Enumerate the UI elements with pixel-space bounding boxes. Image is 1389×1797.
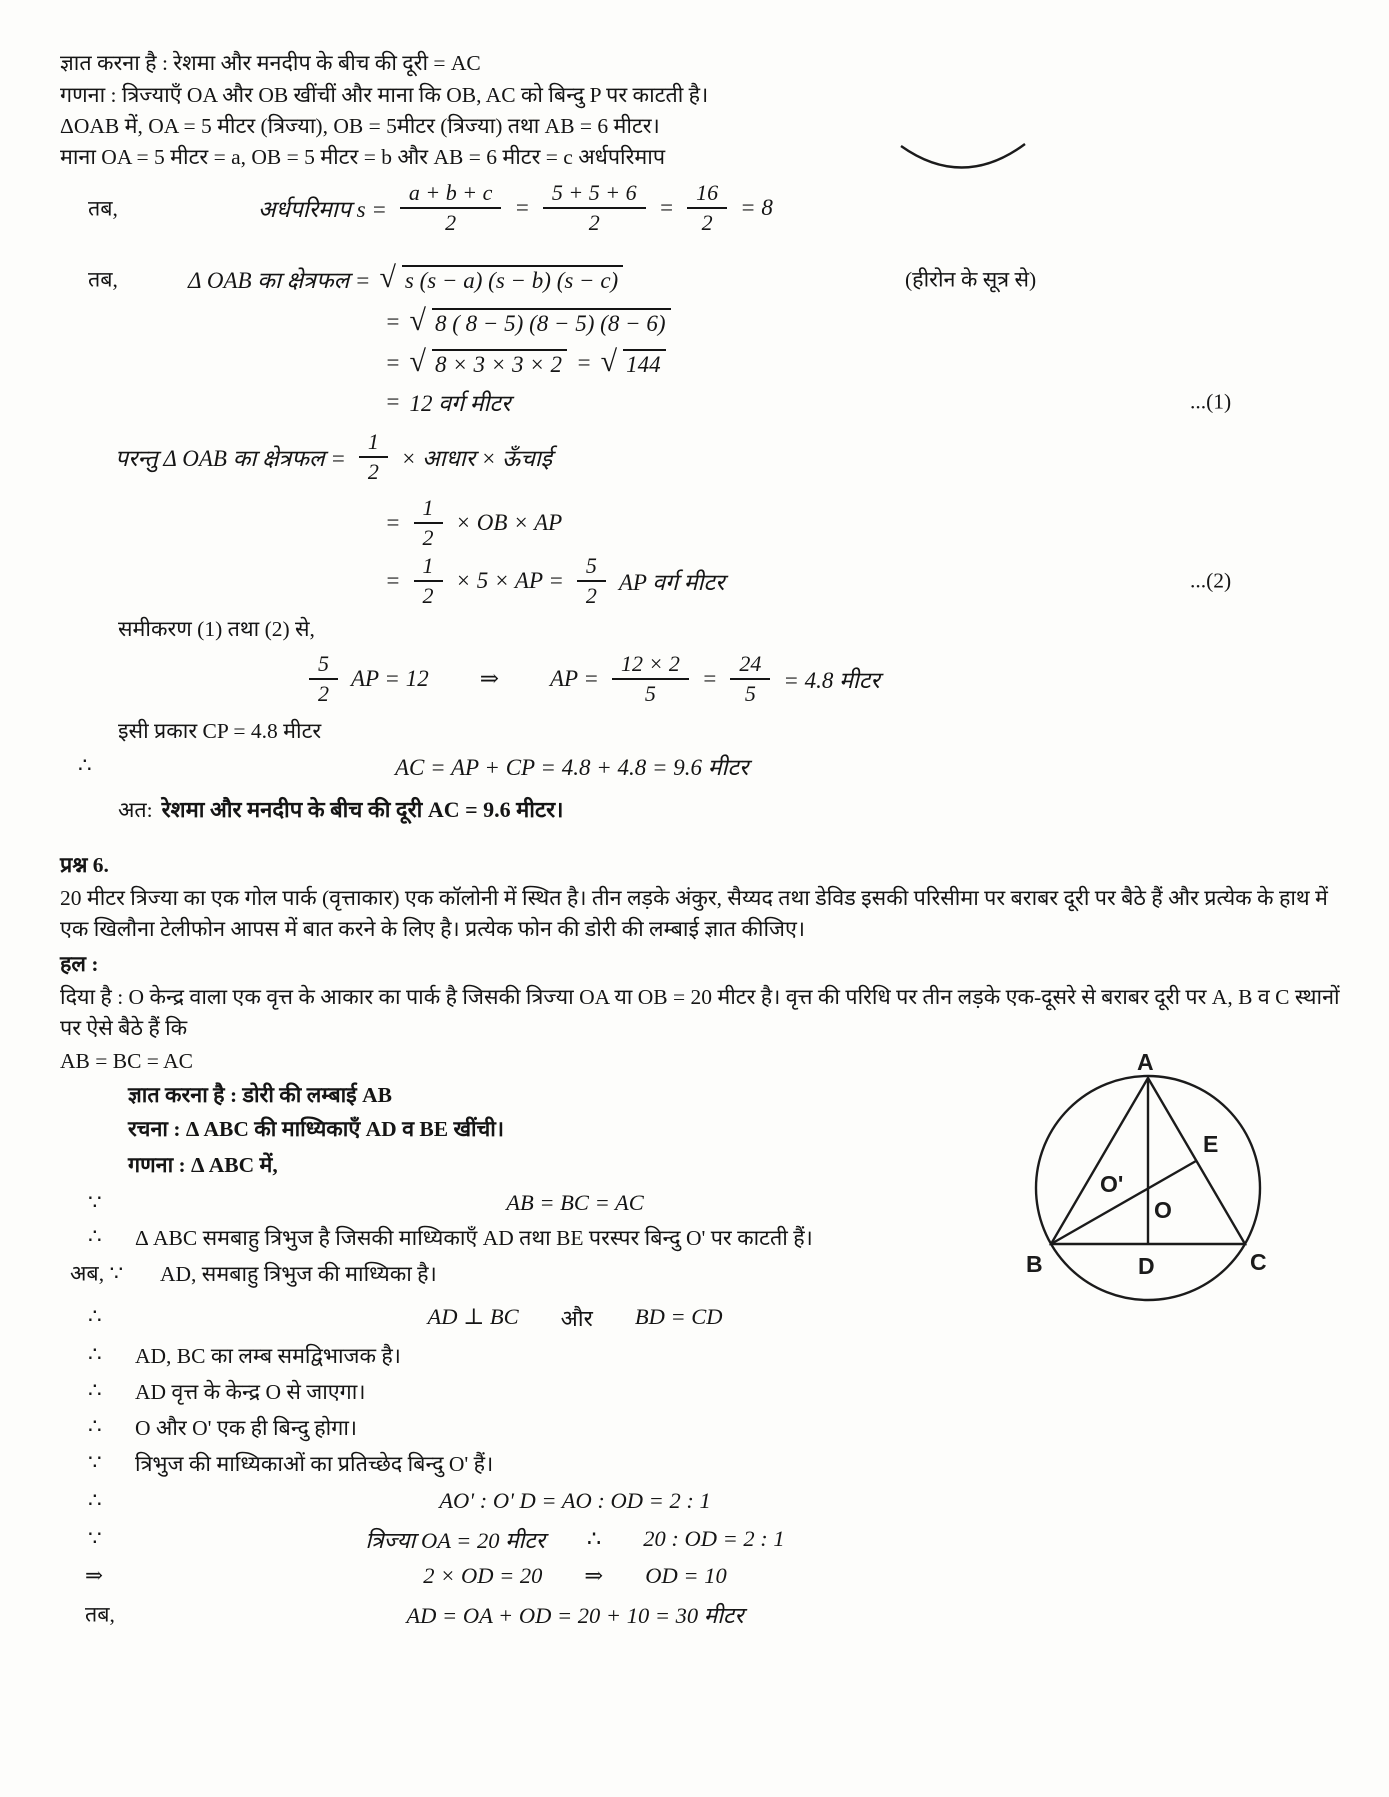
point-label-a: A [1137, 1049, 1154, 1075]
equation-lead: परन्तु Δ OAB का क्षेत्रफल = [115, 446, 346, 471]
point-label-o-prime: O' [1100, 1171, 1124, 1197]
equals-sign: = [576, 350, 592, 375]
equation-number: ...(2) [1190, 568, 1232, 593]
now-because-marker: अब, ∵ [70, 1261, 124, 1286]
question-heading: प्रश्न 6. [60, 853, 109, 877]
step-row [0, 1448, 1389, 1478]
solution-line: गणना : त्रिज्याएँ OA और OB खींचीं और माना कि OB, AC को बिन्दु P पर काटती है। [60, 83, 709, 107]
fraction: $\frac{1}{2}$ [414, 553, 443, 609]
step-part: 20 : OD = 2 : 1 [643, 1526, 785, 1551]
step-text: Δ ABC समबाहु त्रिभुज है जिसकी माध्यिकाएँ AD तथा BE परस्पर बिन्दु O' पर काटती हैं। [135, 1225, 813, 1250]
solution-line: समीकरण (1) तथा (2) से, [118, 617, 315, 641]
radical-icon: √ [379, 261, 396, 294]
equation-lead: अर्धपरिमाप s = [258, 197, 387, 222]
equation-row [0, 256, 1389, 302]
step-text: AD = OA + OD = 20 + 10 = 30 मीटर [406, 1602, 744, 1628]
implies-symbol: ⇒ [584, 1563, 604, 1588]
step-row [0, 1188, 1389, 1218]
equation-tail: = 4.8 मीटर [783, 668, 880, 693]
because-marker: ∵ [88, 1190, 102, 1215]
fraction: $\frac{1}{2}$ [414, 495, 443, 551]
equals-sign: = [701, 666, 718, 691]
equals-sign: = [385, 350, 401, 375]
equation-text: 12 वर्ग मीटर [409, 391, 511, 416]
fraction: $\frac{1}{2}$ [359, 429, 388, 485]
therefore-marker: ∴ [78, 753, 92, 778]
step-part: 2 × OD = 20 [423, 1563, 543, 1588]
equation-row [0, 492, 1389, 554]
step-row [0, 1486, 1389, 1516]
solution-line: इसी प्रकार CP = 4.8 मीटर [118, 719, 322, 743]
step-text: AO' : O' D = AO : OD = 2 : 1 [439, 1488, 711, 1513]
given-text: दिया है : O केन्द्र वाला एक वृत्त के आकार का पार्क है जिसकी त्रिज्या OA या OB = 20 मीटर है। वृत्त की परिधि पर तीन लड़के एक-दूसरे से बराबर दूरी पर A, B व C स्थानों पर ऐसे बैठे हैं कि [60, 985, 1340, 1040]
fraction: $\frac{12 \times 2}{5}$ [612, 651, 689, 707]
step-row [0, 1222, 1389, 1252]
step-part: AD ⊥ BC [427, 1304, 519, 1329]
equation-row [0, 173, 1389, 243]
step-text: O और O' एक ही बिन्दु होगा। [135, 1415, 358, 1440]
step-connector: और [560, 1305, 593, 1331]
therefore-marker: ∴ [88, 1414, 102, 1439]
question-statement: 20 मीटर त्रिज्या का एक गोल पार्क (वृत्ताकार) एक कॉलोनी में स्थित है। तीन लड़के अंकुर, सैय्यद तथा डेविड इसकी परिसीमा पर बराबर दूरी पर बैठे हैं और प्रत्येक के हाथ में एक खिलौना टेलीफोन आपस में बात करने के लिए है। प्रत्येक फोन की डोरी की लम्बाई ज्ञात कीजिए। [60, 886, 1328, 941]
fraction: $\frac{24}{5}$ [730, 651, 770, 707]
equation-mid: × 5 × AP = [455, 568, 564, 593]
fraction: $\frac{a + b + c}{2}$ [400, 180, 501, 236]
because-marker: ∵ [88, 1450, 102, 1475]
then-marker: तब, [85, 1602, 115, 1627]
step-row [0, 1524, 1389, 1554]
row-marker: तब, [88, 196, 118, 221]
solution-line: ज्ञात करना है : रेशमा और मनदीप के बीच की दूरी = AC [60, 51, 481, 75]
because-marker: ∵ [88, 1526, 102, 1551]
calculation-line: गणना : Δ ABC में, [128, 1153, 278, 1177]
point-label-c: C [1250, 1249, 1267, 1275]
equation-row [0, 300, 1389, 344]
step-row [0, 1340, 1389, 1370]
step-text: AB = BC = AC [506, 1190, 644, 1215]
equals-sign: = [385, 568, 401, 593]
given-equation: AB = BC = AC [60, 1049, 193, 1073]
radical-icon: √ [409, 304, 426, 337]
equals-sign: = [385, 510, 401, 535]
point-label-o: O [1154, 1197, 1172, 1223]
step-row [0, 1376, 1389, 1406]
equation-row [0, 750, 1389, 782]
step-row [0, 1561, 1389, 1591]
step-row [0, 1598, 1389, 1630]
fraction: $\frac{5}{2}$ [309, 651, 338, 707]
equation-row [0, 644, 1389, 714]
step-text: AD, समबाहु त्रिभुज की माध्यिका है। [160, 1261, 437, 1286]
equation-row [0, 342, 1389, 384]
radicand: s (s − a) (s − b) (s − c) [402, 265, 623, 294]
point-label-e: E [1203, 1131, 1219, 1157]
solution-line: माना OA = 5 मीटर = a, OB = 5 मीटर = b और AB = 6 मीटर = c अर्धपरिमाप [60, 145, 666, 169]
equation-part: AP = [550, 666, 599, 691]
implies-arrow: ⇒ [479, 666, 499, 691]
step-text: AD, BC का लम्ब समद्विभाजक है। [135, 1343, 401, 1368]
therefore-marker: ∴ [88, 1304, 102, 1329]
step-text: त्रिभुज की माध्यिकाओं का प्रतिच्छेद बिन्दु O' हैं। [135, 1451, 494, 1476]
fraction: $\frac{5 + 5 + 6}{2}$ [543, 180, 646, 236]
implies-marker: ⇒ [85, 1563, 104, 1588]
step-row [0, 1258, 1389, 1288]
row-marker: तब, [88, 267, 118, 292]
equals-sign: = [658, 195, 675, 220]
equals-sign: = [385, 389, 401, 414]
solution-line: ΔOAB में, OA = 5 मीटर (त्रिज्या), OB = 5मीटर (त्रिज्या) तथा AB = 6 मीटर। [60, 114, 660, 138]
equation-part: AP = 12 [351, 666, 429, 691]
step-part: BD = CD [634, 1304, 723, 1329]
equation-tail: = 8 [740, 195, 773, 220]
step-row [0, 1412, 1389, 1442]
therefore-marker: ∴ [88, 1342, 102, 1367]
equation-tail: × आधार × ऊँचाई [400, 446, 553, 471]
equation-row [0, 548, 1389, 614]
equation-row [0, 386, 1389, 418]
construction-line: रचना : Δ ABC की माध्यिकाएँ AD व BE खींची। [128, 1117, 504, 1141]
step-part: OD = 10 [645, 1563, 727, 1588]
conclusion-lead: अत: [118, 797, 153, 822]
step-text: AD वृत्त के केन्द्र O से जाएगा। [135, 1379, 366, 1404]
step-row [0, 1302, 1389, 1332]
radicand: 8 × 3 × 3 × 2 [432, 349, 567, 378]
radical-icon: √ [600, 345, 618, 378]
point-label-d: D [1138, 1253, 1155, 1279]
fraction: $\frac{16}{2}$ [687, 180, 727, 236]
equation-lead: Δ OAB का क्षेत्रफल = [188, 268, 371, 293]
equation-tail: × OB × AP [455, 510, 563, 535]
find-line: ज्ञात करना है : डोरी की लम्बाई AB [128, 1083, 392, 1107]
conclusion-row [0, 792, 1389, 826]
radicand: 144 [623, 349, 666, 378]
equation-number: ...(1) [1190, 389, 1232, 414]
therefore-marker: ∴ [88, 1488, 102, 1513]
fraction: $\frac{5}{2}$ [577, 553, 606, 609]
therefore-symbol: ∴ [586, 1526, 602, 1551]
radical-icon: √ [409, 345, 426, 378]
radicand: 8 ( 8 − 5) (8 − 5) (8 − 6) [432, 308, 671, 337]
equation-tail: AP वर्ग मीटर [618, 570, 725, 595]
heron-note: (हीरोन के सूत्र से) [905, 267, 1037, 292]
equals-sign: = [514, 195, 530, 220]
equation-text: AC = AP + CP = 4.8 + 4.8 = 9.6 मीटर [395, 755, 749, 780]
therefore-marker: ∴ [88, 1378, 102, 1403]
step-part: त्रिज्या OA = 20 मीटर [365, 1527, 545, 1553]
conclusion-text: रेशमा और मनदीप के बीच की दूरी AC = 9.6 मीटर। [161, 797, 564, 822]
therefore-marker: ∴ [88, 1224, 102, 1249]
equation-row [0, 424, 1389, 490]
point-label-b: B [1026, 1251, 1043, 1277]
equals-sign: = [385, 309, 401, 334]
solution-label: हल : [60, 952, 99, 976]
